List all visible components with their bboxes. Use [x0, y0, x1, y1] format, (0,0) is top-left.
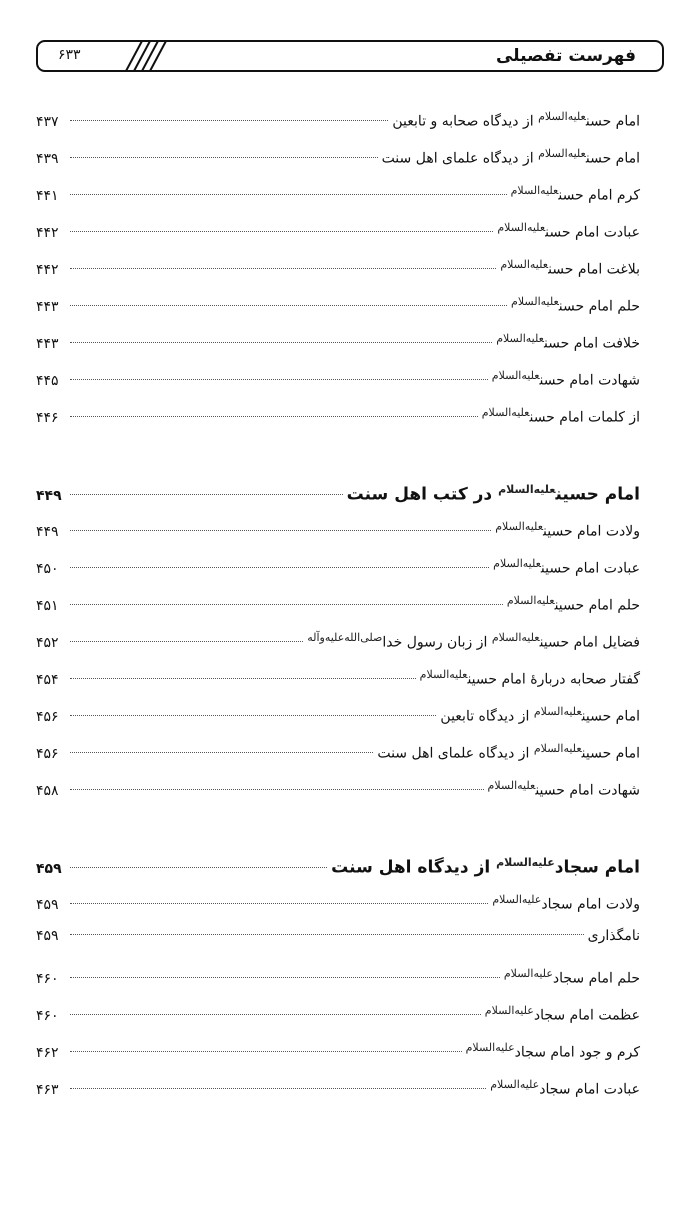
- toc-entry: [36, 508, 640, 545]
- toc-section: [36, 844, 640, 1103]
- dot-leader: [70, 268, 496, 269]
- entry-page-number: ۴۴۶: [36, 409, 59, 426]
- honorific-glyph: عليه‌السلام: [465, 1041, 515, 1054]
- entry-title: امام حسین$^{عليه‌السلام}$ در کتب اهل سنت: [346, 483, 640, 505]
- dot-leader: [70, 934, 584, 935]
- toc-entry: [36, 1066, 640, 1103]
- toc-entry: [36, 693, 640, 730]
- entry-title: امام حسن$^{عليه‌السلام}$ از دیدگاه علمای اهل سنت: [381, 147, 640, 167]
- entry-title: نامگذاری: [587, 928, 640, 944]
- entry-page-number: ۴۵۲: [36, 634, 59, 651]
- toc-entry: [36, 246, 640, 283]
- dot-leader: [70, 789, 484, 790]
- dot-leader: [70, 641, 303, 642]
- honorific-glyph: عليه‌السلام: [497, 221, 546, 234]
- honorific-glyph: عليه‌السلام: [419, 668, 468, 681]
- toc-entry: [36, 1029, 640, 1066]
- toc-entry: [36, 357, 640, 394]
- entry-title: فضایل امام حسین$^{عليه‌السلام}$ از زبان رسول خدا$^{صلى‌الله‌عليه‌وآله}$: [307, 631, 640, 651]
- entry-page-number: ۴۴۹: [36, 487, 62, 504]
- entry-page-number: ۴۵۹: [36, 860, 62, 877]
- toc-section: [36, 471, 640, 804]
- header-title: فهرست تفصیلی: [495, 46, 636, 66]
- entry-title: گفتار صحابه دربارهٔ امام حسین$^{عليه‌السلام}$: [419, 668, 640, 688]
- dot-leader: [70, 567, 489, 568]
- honorific-glyph: عليه‌السلام: [490, 1078, 540, 1091]
- toc-entry: [36, 767, 640, 804]
- honorific-glyph: عليه‌السلام: [491, 369, 540, 382]
- entry-page-number: ۴۳۹: [36, 150, 59, 167]
- toc-entry: [36, 730, 640, 767]
- honorific-glyph: عليه‌السلام: [484, 1004, 534, 1017]
- honorific-glyph: عليه‌السلام: [492, 893, 542, 906]
- entry-title: شهادت امام حسن$^{عليه‌السلام}$: [491, 369, 640, 389]
- honorific-glyph: صلى‌الله‌عليه‌وآله: [307, 631, 383, 644]
- running-header: [36, 40, 664, 72]
- honorific-glyph: عليه‌السلام: [493, 557, 541, 570]
- entry-page-number: ۴۴۵: [36, 372, 59, 389]
- dot-leader: [70, 604, 503, 605]
- honorific-glyph: عليه‌السلام: [487, 779, 536, 792]
- entry-title: عبادت امام سجاد$^{عليه‌السلام}$: [490, 1078, 640, 1098]
- honorific-glyph: عليه‌السلام: [510, 184, 559, 197]
- entry-page-number: ۴۳۷: [36, 113, 59, 130]
- dot-leader: [70, 678, 416, 679]
- entry-title: امام سجاد$^{عليه‌السلام}$ از دیدگاه اهل سنت: [331, 856, 640, 878]
- entry-title: ولادت امام سجاد$^{عليه‌السلام}$: [492, 893, 640, 913]
- honorific-glyph: عليه‌السلام: [496, 856, 555, 869]
- entry-page-number: ۴۴۱: [36, 187, 59, 204]
- dot-leader: [70, 342, 492, 343]
- entry-title: از کلمات امام حسن$^{عليه‌السلام}$: [481, 406, 640, 426]
- entry-page-number: ۴۵۹: [36, 896, 59, 913]
- entry-page-number: ۴۴۲: [36, 261, 59, 278]
- entry-page-number: ۴۴۲: [36, 224, 59, 241]
- entry-page-number: ۴۵۹: [36, 928, 59, 944]
- dot-leader: [70, 1088, 486, 1089]
- entry-page-number: ۴۵۶: [36, 745, 59, 762]
- toc-entry: [36, 320, 640, 357]
- toc-entry: [36, 172, 640, 209]
- honorific-glyph: عليه‌السلام: [495, 520, 544, 533]
- entry-title: کرم امام حسن$^{عليه‌السلام}$: [510, 184, 640, 204]
- entry-title: عظمت امام سجاد$^{عليه‌السلام}$: [484, 1004, 640, 1024]
- honorific-glyph: عليه‌السلام: [511, 295, 559, 308]
- entry-page-number: ۴۶۰: [36, 1007, 59, 1024]
- dot-leader: [70, 752, 373, 753]
- entry-page-number: ۴۵۴: [36, 671, 59, 688]
- toc-entry: [36, 135, 640, 172]
- entry-page-number: ۴۴۹: [36, 523, 59, 540]
- honorific-glyph: عليه‌السلام: [538, 147, 586, 160]
- entry-title: عبادت امام حسین$^{عليه‌السلام}$: [493, 557, 640, 577]
- entry-title: عبادت امام حسن$^{عليه‌السلام}$: [497, 221, 640, 241]
- entry-page-number: ۴۵۱: [36, 597, 59, 614]
- honorific-glyph: عليه‌السلام: [500, 258, 549, 271]
- header-page-number: ۶۳۳: [58, 47, 81, 63]
- honorific-glyph: عليه‌السلام: [538, 110, 586, 123]
- honorific-glyph: عليه‌السلام: [503, 967, 553, 980]
- honorific-glyph: عليه‌السلام: [533, 742, 582, 755]
- entry-title: امام حسن$^{عليه‌السلام}$ از دیدگاه صحابه و تابعین: [392, 110, 640, 130]
- entry-title: امام حسین$^{عليه‌السلام}$ از دیدگاه علمای اهل سنت: [377, 742, 640, 762]
- toc-entry: [36, 394, 640, 431]
- entry-page-number: ۴۴۳: [36, 335, 59, 352]
- dot-leader: [70, 120, 388, 121]
- entry-page-number: ۴۵۰: [36, 560, 59, 577]
- honorific-glyph: عليه‌السلام: [498, 483, 556, 496]
- dot-leader: [70, 867, 327, 868]
- dot-leader: [70, 157, 378, 158]
- toc-entry: [36, 98, 640, 135]
- entry-page-number: ۴۵۸: [36, 782, 59, 799]
- toc-entry: [36, 992, 640, 1029]
- dot-leader: [70, 416, 478, 417]
- toc-entry: [36, 619, 640, 656]
- dot-leader: [70, 494, 343, 495]
- entry-title: امام حسین$^{عليه‌السلام}$ از دیدگاه تابعین: [440, 705, 640, 725]
- dot-leader: [70, 194, 507, 195]
- entry-page-number: ۴۶۰: [36, 970, 59, 987]
- dot-leader: [70, 231, 493, 232]
- entry-title: کرم و جود امام سجاد$^{عليه‌السلام}$: [465, 1041, 640, 1061]
- dot-leader: [70, 1014, 481, 1015]
- entry-title: بلاغت امام حسن$^{عليه‌السلام}$: [500, 258, 640, 278]
- section-heading: [36, 471, 640, 508]
- entry-title: شهادت امام حسین$^{عليه‌السلام}$: [487, 779, 640, 799]
- honorific-glyph: عليه‌السلام: [491, 631, 540, 644]
- entry-title: خلافت امام حسن$^{عليه‌السلام}$: [496, 332, 640, 352]
- dot-leader: [70, 305, 507, 306]
- entry-page-number: ۴۵۶: [36, 708, 59, 725]
- entry-title: حلم امام حسین$^{عليه‌السلام}$: [506, 594, 640, 614]
- dot-leader: [70, 715, 436, 716]
- entry-title: حلم امام سجاد$^{عليه‌السلام}$: [503, 967, 640, 987]
- toc-entry: [36, 545, 640, 582]
- section-heading: [36, 844, 640, 881]
- honorific-glyph: عليه‌السلام: [506, 594, 555, 607]
- entry-page-number: ۴۴۳: [36, 298, 59, 315]
- dot-leader: [70, 530, 491, 531]
- honorific-glyph: عليه‌السلام: [496, 332, 544, 345]
- dot-leader: [70, 379, 488, 380]
- entry-page-number: ۴۶۲: [36, 1044, 59, 1061]
- toc-entry: [36, 283, 640, 320]
- honorific-glyph: عليه‌السلام: [533, 705, 582, 718]
- dot-leader: [70, 903, 488, 904]
- toc-section: [36, 98, 640, 431]
- entry-title: حلم امام حسن$^{عليه‌السلام}$: [511, 295, 640, 315]
- toc-entry: [36, 582, 640, 619]
- dot-leader: [70, 977, 500, 978]
- toc-entry: [36, 209, 640, 246]
- entry-title: ولادت امام حسین$^{عليه‌السلام}$: [495, 520, 640, 540]
- toc-entry: [36, 955, 640, 992]
- slash-ornament-icon: [108, 40, 178, 72]
- entry-page-number: ۴۶۳: [36, 1081, 59, 1098]
- table-of-contents: [36, 98, 640, 1143]
- dot-leader: [70, 1051, 462, 1052]
- honorific-glyph: عليه‌السلام: [481, 406, 530, 419]
